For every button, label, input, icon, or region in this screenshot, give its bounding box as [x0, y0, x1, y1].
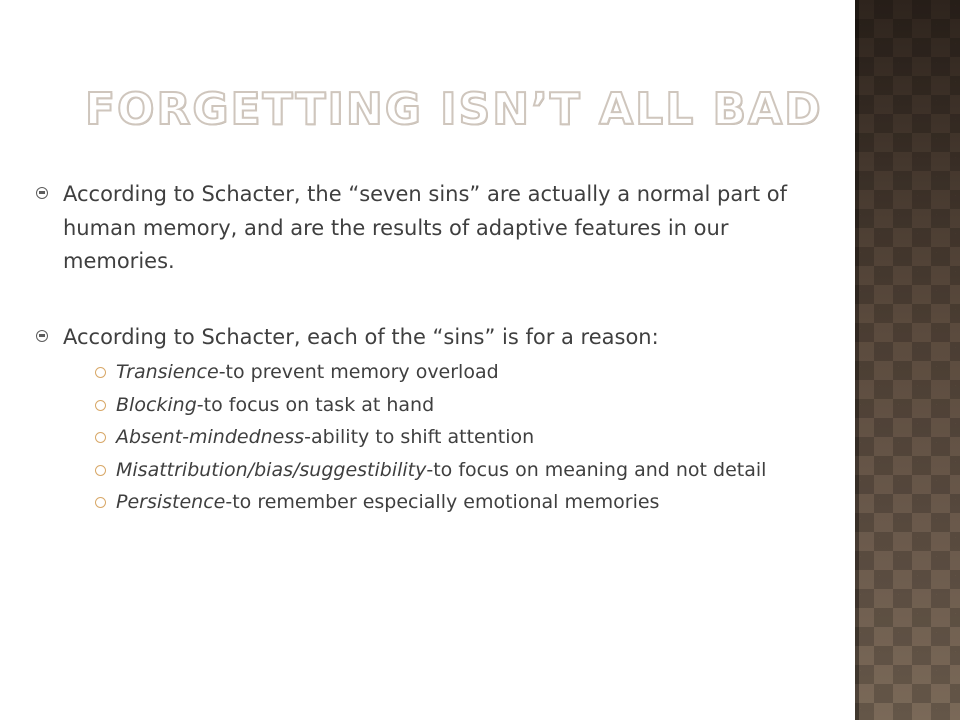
- sub-bullet-list: [36, 358, 836, 517]
- sin-reason: -to focus on task at hand: [196, 393, 435, 416]
- sub-bullet-item: [36, 358, 836, 387]
- sub-bullet-item: [36, 391, 836, 420]
- ring-bullet-icon: [95, 497, 106, 508]
- sin-term: Transience: [116, 361, 219, 384]
- sin-term: Misattribution/bias/suggestibility: [116, 458, 427, 481]
- ring-bullet-icon: [95, 432, 106, 443]
- sin-term: Persistence: [116, 491, 226, 514]
- circle-minus-bullet-icon: [36, 187, 48, 199]
- sin-reason: -to focus on meaning and not detail: [426, 458, 767, 481]
- slide-title: FORGETTING ISN’T ALL BAD: [85, 84, 823, 135]
- decorative-side-band: [855, 0, 960, 720]
- sin-reason: -to prevent memory overload: [218, 361, 499, 384]
- sin-term: Absent-mindedness: [116, 426, 305, 449]
- bullet-item: [36, 178, 836, 279]
- bullet-text: According to Schacter, each of the “sins” is for a reason:: [63, 324, 659, 349]
- circle-minus-bullet-icon: [36, 330, 48, 342]
- sub-bullet-item: [36, 456, 836, 485]
- bullet-text: According to Schacter, the “seven sins” are actually a normal part of human memory, and are the results of adaptive features in our memories.: [63, 182, 787, 274]
- ring-bullet-icon: [95, 367, 106, 378]
- ring-bullet-icon: [95, 465, 106, 476]
- sub-bullet-item: [36, 488, 836, 517]
- sin-reason: -to remember especially emotional memories: [225, 491, 660, 514]
- sub-bullet-item: [36, 423, 836, 452]
- slide-content: [36, 178, 836, 521]
- bullet-item: [36, 321, 836, 355]
- sin-term: Blocking: [116, 393, 197, 416]
- sin-reason: -ability to shift attention: [304, 426, 535, 449]
- ring-bullet-icon: [95, 400, 106, 411]
